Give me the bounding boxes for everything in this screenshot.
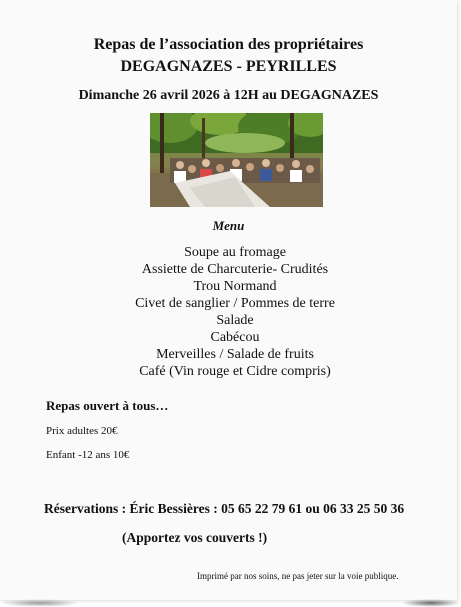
menu-item: Civet de sanglier / Pommes de terre [135, 296, 335, 311]
title-line-2: DEGAGNAZES - PEYRILLES [120, 58, 337, 75]
menu-list [0, 244, 461, 380]
event-date: Dimanche 26 avril 2026 à 12H au DEGAGNAZES [78, 88, 379, 103]
menu-item: Cabécou [210, 330, 260, 345]
menu-item: Merveilles / Salade de fruits [156, 347, 314, 362]
open-to-all-text: Repas ouvert à tous… [46, 398, 169, 413]
outdoor-banquet-photo [150, 113, 323, 207]
menu-item: Assiette de Charcuterie- Crudités [141, 262, 329, 277]
print-notice: Imprimé par nos soins, ne pas jeter sur la voie publique. [197, 571, 399, 581]
menu-item: Soupe au fromage [184, 245, 286, 260]
bring-cutlery-note: (Apportez vos couverts !) [122, 530, 268, 545]
title-line-1: Repas de l’association des propriétaires [93, 36, 364, 53]
reservations-contact: Réservations : Éric Bessières : 05 65 22 79 61 ou 06 33 25 50 36 [44, 501, 405, 516]
menu-item: Salade [216, 313, 254, 328]
adult-price: Prix adultes 20€ [46, 425, 118, 437]
bottom-right-shadow [401, 599, 461, 607]
bottom-left-shadow [0, 599, 80, 607]
child-price: Enfant -12 ans 10€ [46, 449, 130, 461]
menu-item: Café (Vin rouge et Cidre compris) [139, 364, 331, 379]
menu-title: Menu [212, 218, 245, 233]
menu-item: Trou Normand [193, 279, 277, 294]
